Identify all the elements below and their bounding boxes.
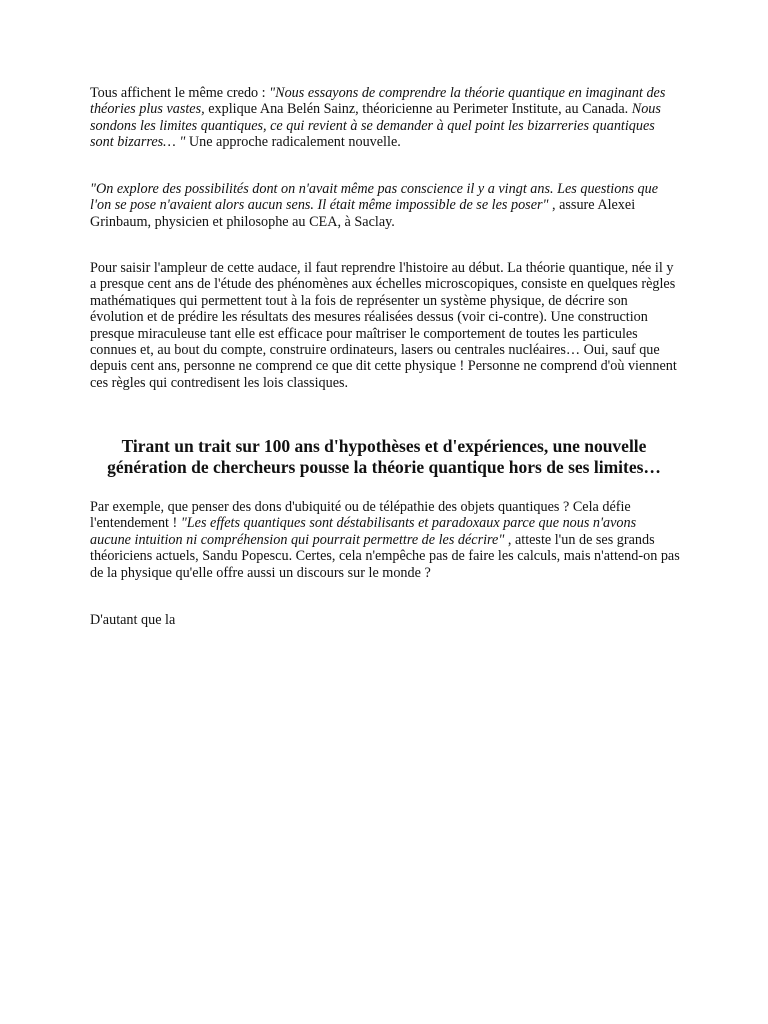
sainz-quote-1: "Nous essayons de comprendre la théorie quantique en imaginant des théories plus vastes,	[90, 85, 666, 118]
sainz-attribution: explique Ana Belén Sainz, théoricienne au Perimeter Institute, au Canada.	[208, 101, 632, 118]
paragraph-ubiquity	[90, 499, 680, 581]
section-heading: Tirant un trait sur 100 ans d'hypothèses et d'expériences, une nouvelle génération de chercheurs pousse la théorie quantique hors de ses limites…	[107, 436, 661, 477]
paragraph-fragment: D'autant que la	[90, 612, 176, 628]
ubiquity-intro: Par exemple, que penser des dons d'ubiquité ou de télépathie des objets quantiques ? Cela défie l'entendement !	[90, 499, 631, 532]
grinbaum-attribution: , assure Alexei Grinbaum, physicien et philosophe au CEA, à Saclay.	[90, 197, 636, 230]
sainz-quote-2: Nous sondons les limites quantiques, ce qui revient à se demander à quel point les bizarreries quantiques sont bizarres… "	[90, 101, 661, 151]
credo-intro: Tous affichent le même credo :	[90, 85, 270, 101]
paragraph-credo	[90, 85, 680, 151]
credo-conclusion: Une approche radicalement nouvelle.	[185, 134, 401, 151]
paragraph-history: Pour saisir l'ampleur de cette audace, il faut reprendre l'histoire au début. La théorie quantique, née il y a presque cent ans de l'étude des phénomènes aux échelles microscopiques, consiste en quelques règles mathématiques qui permettent tout à la fois de représenter un système physique, de décrire son évolution et de prédire les résultats des mesures réalisées dessus (voir ci-contre). Une construction presque miraculeuse tant elle est efficace pour maîtriser le comportement de toutes les particules connues et, au bout du compte, construire ordinateurs, lasers ou centrales nucléaires… Oui, sauf que depuis cent ans, personne ne comprend ce que dit cette physique ! Personne ne comprend d'où viennent ces règles qui contredisent les lois classiques.	[90, 260, 677, 391]
popescu-attribution: , atteste l'un de ses grands théoriciens actuels, Sandu Popescu. Certes, cela n'empêche pas de faire les calculs, mais n'attend-on pas de la physique qu'elle offre aussi un discours sur le monde ?	[90, 531, 680, 581]
grinbaum-quote: "On explore des possibilités dont on n'avait même pas conscience il y a vingt ans. Les questions que l'on se pose n'avaient alors aucun sens. Il était même impossible de se les poser"	[90, 181, 658, 214]
popescu-quote: "Les effets quantiques sont déstabilisants et paradoxaux parce que nous n'avons aucune intuition ni compréhension qui pourrait permettre de les décrire"	[90, 515, 637, 548]
paragraph-grinbaum	[90, 181, 680, 230]
